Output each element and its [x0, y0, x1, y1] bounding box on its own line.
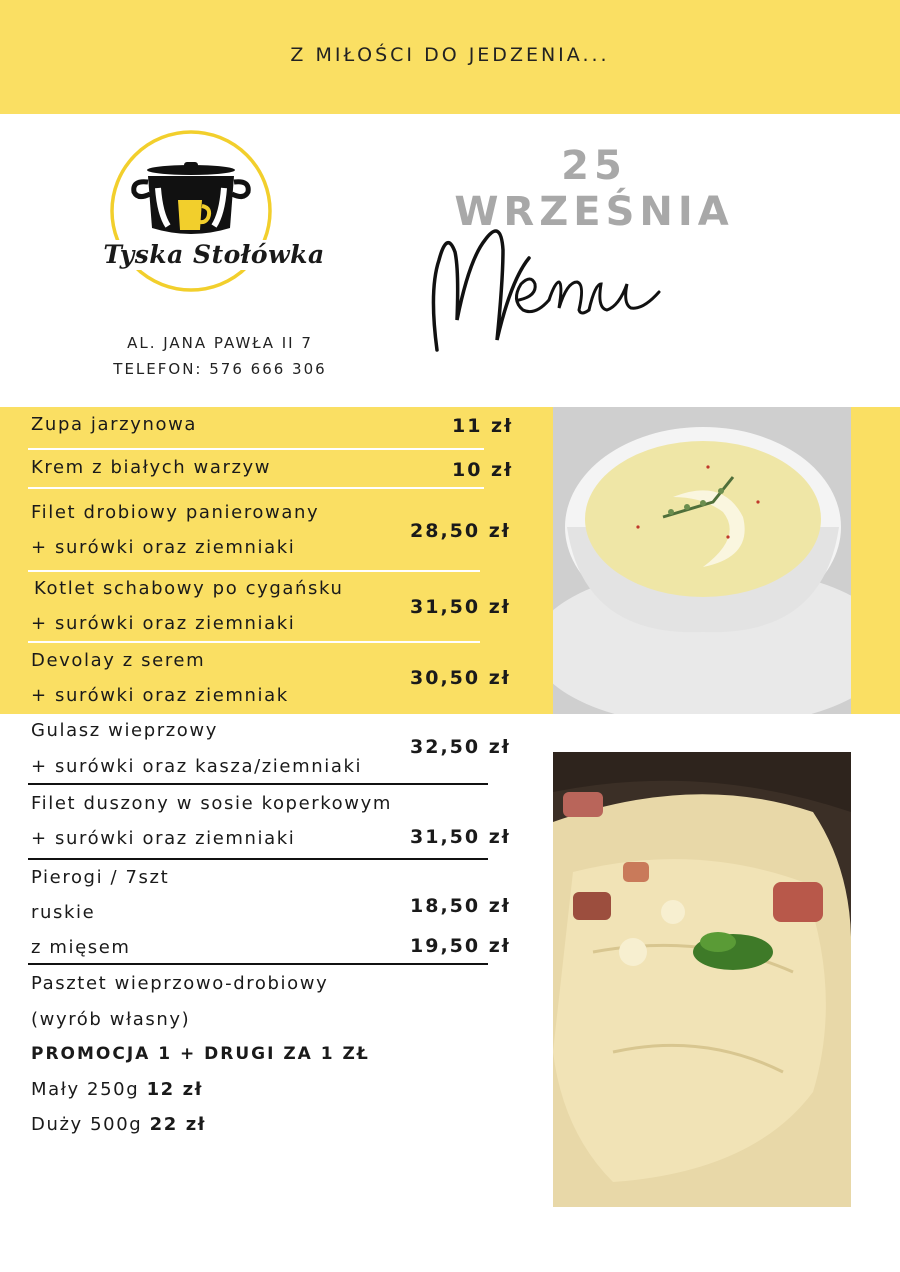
item-devolay-side: + surówki oraz ziemniak — [31, 685, 289, 706]
item-pierogi-mieso-price: 19,50 zł — [410, 935, 511, 957]
item-duszony-side: + surówki oraz ziemniaki — [31, 828, 296, 849]
item-kotlet-side: + surówki oraz ziemniaki — [31, 613, 296, 634]
item-pasztet-maly — [31, 1079, 203, 1100]
item-pierogi-name: Pierogi / 7szt — [31, 867, 170, 888]
item-duszony-name: Filet duszony w sosie koperkowym — [31, 793, 392, 814]
item-kotlet-name: Kotlet schabowy po cygańsku — [34, 578, 344, 599]
side-accent — [851, 407, 900, 714]
soup-photo — [553, 407, 851, 714]
menu-script-title — [415, 200, 675, 380]
item-devolay-price: 30,50 zł — [410, 667, 511, 689]
divider — [28, 858, 488, 860]
date-heading: 25 WRZEŚNIA — [454, 143, 734, 235]
duzy-price: 22 zł — [149, 1114, 207, 1135]
item-krem-price: 10 zł — [452, 459, 514, 481]
item-krem-name: Krem z białych warzyw — [31, 457, 272, 478]
item-zupa-price: 11 zł — [452, 415, 514, 437]
divider — [28, 570, 480, 572]
item-gulasz-name: Gulasz wieprzowy — [31, 720, 218, 741]
logo — [102, 128, 325, 308]
promo-text: PROMOCJA 1 + DRUGI ZA 1 ZŁ — [31, 1044, 370, 1064]
contact-block — [70, 330, 370, 382]
address-line: AL. JANA PAWŁA II 7 — [127, 334, 313, 352]
divider — [28, 963, 488, 965]
item-kotlet-price: 31,50 zł — [410, 596, 511, 618]
divider — [28, 783, 488, 785]
soup-bowl-icon — [553, 407, 851, 714]
item-devolay-name: Devolay z serem — [31, 650, 206, 671]
brand-name: Tyska Stołówka — [84, 240, 344, 270]
pierogi-icon — [553, 752, 851, 1207]
item-zupa-name: Zupa jarzynowa — [31, 414, 198, 435]
phone-line: TELEFON: 576 666 306 — [113, 360, 327, 378]
item-filet-price: 28,50 zł — [410, 520, 511, 542]
item-filet-side: + surówki oraz ziemniaki — [31, 537, 296, 558]
divider — [28, 641, 480, 643]
maly-label: Mały 250g — [31, 1079, 140, 1100]
item-pierogi-ruskie-price: 18,50 zł — [410, 895, 511, 917]
item-duszony-price: 31,50 zł — [410, 826, 511, 848]
maly-price: 12 zł — [146, 1079, 204, 1100]
item-gulasz-side: + surówki oraz kasza/ziemniaki — [31, 756, 363, 777]
item-pierogi-mieso: z mięsem — [31, 937, 131, 958]
pierogi-photo — [553, 752, 851, 1207]
item-pasztet-duzy — [31, 1114, 206, 1135]
item-pasztet-note: (wyrób własny) — [31, 1009, 191, 1030]
divider — [28, 487, 484, 489]
top-banner — [0, 0, 900, 114]
divider — [28, 448, 484, 450]
item-gulasz-price: 32,50 zł — [410, 736, 511, 758]
tagline: Z MIŁOŚCI DO JEDZENIA... — [290, 44, 610, 66]
duzy-label: Duży 500g — [31, 1114, 143, 1135]
item-filet-name: Filet drobiowy panierowany — [31, 502, 320, 523]
item-pierogi-ruskie: ruskie — [31, 902, 96, 923]
item-pasztet-name: Pasztet wieprzowo-drobiowy — [31, 973, 329, 994]
